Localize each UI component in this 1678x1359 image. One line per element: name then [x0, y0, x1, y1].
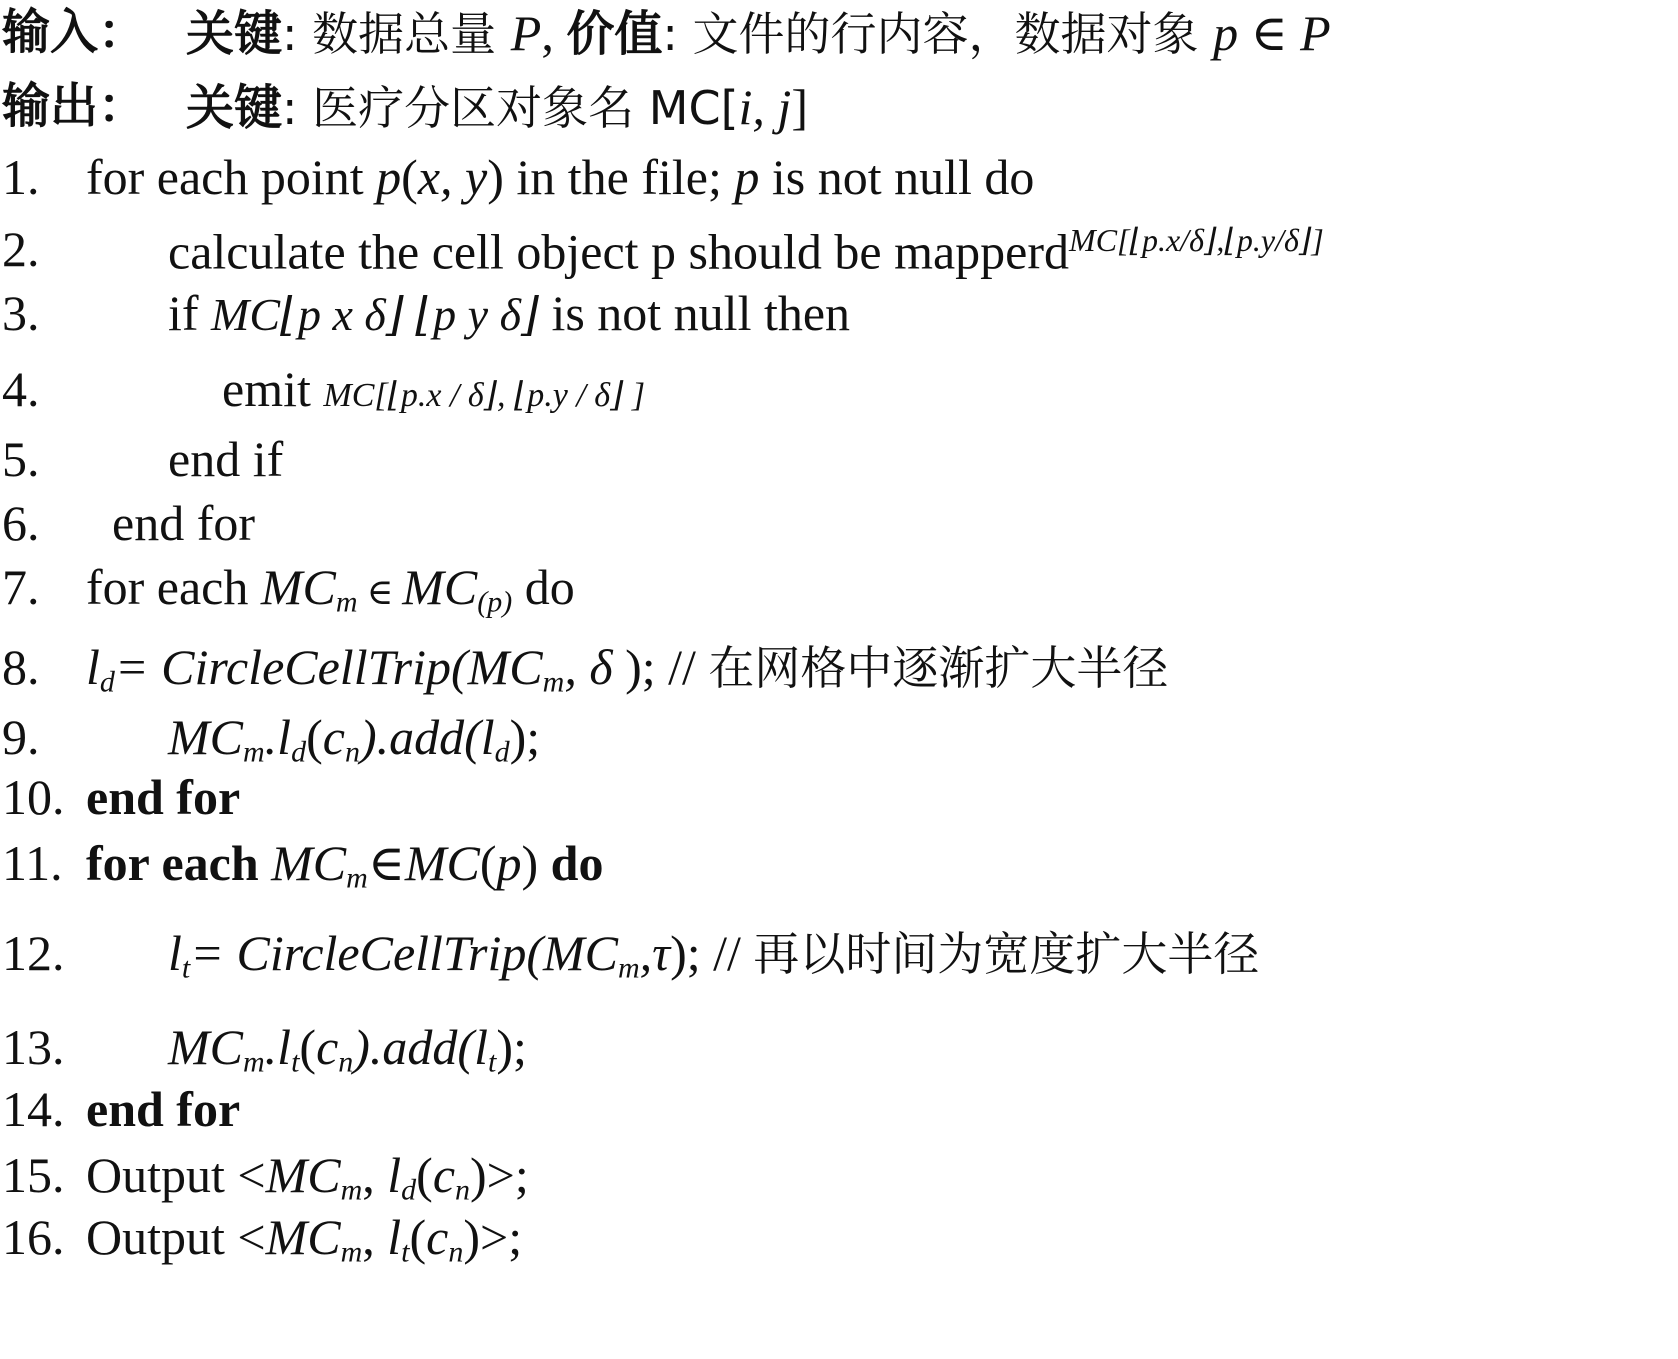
input-key-label: 关键 — [186, 6, 283, 62]
cell-index-expression: MC[⌊p.x / δ⌋, ⌊p.y / δ⌋ ] — [323, 377, 646, 414]
line-text: $l_d=$ $CircleCellTrip(MC_m$, δ ); // 在网格中逐渐扩大半径 — [86, 639, 1169, 699]
cell-index-expression: MC[⌊p.x/δ⌋,⌊p.y/δ⌋] — [1069, 222, 1324, 258]
line-number: 14. — [2, 1081, 65, 1137]
line-number: 3. — [2, 285, 40, 341]
line-number: 12. — [2, 925, 65, 981]
line-number: 4. — [2, 361, 40, 417]
input-key-var: P — [510, 5, 542, 61]
comment-text: 再以时间为宽度扩大半径 — [753, 927, 1260, 981]
line-text: calculate the cell object p should be mapperd$^{MC[⌊p.x/\delta⌋,⌊p.y/\delta⌋]}$ — [168, 222, 1324, 280]
line-number: 13. — [2, 1019, 65, 1075]
line-number: 9. — [2, 709, 40, 765]
value-label: 价值 — [566, 6, 663, 62]
line-number: 6. — [2, 495, 40, 551]
line-text: $MC_m.l_t(c_n).add(l_t)$; — [168, 1019, 527, 1079]
line-text: end for — [112, 495, 255, 551]
line-number: 5. — [2, 431, 40, 487]
line-number: 8. — [2, 639, 40, 695]
input-label: 输入： — [2, 4, 147, 60]
comment-text: 在网格中逐渐扩大半径 — [708, 641, 1169, 695]
line-number: 15. — [2, 1147, 65, 1203]
input-key-text: : 数据总量 — [282, 7, 511, 61]
line-text: end for — [86, 769, 241, 825]
line-text: $l_t=$ $CircleCellTrip(MC_m,\tau)$; // 再以时间为宽度扩大半径 — [168, 925, 1260, 985]
line-text: emit MC[⌊p.x / δ⌋, ⌊p.y / δ⌋ ] — [222, 361, 646, 417]
cell-index-expression: MC⌊p x δ⌋ ⌊p y δ⌋ — [211, 289, 539, 340]
output-label: 输出： — [2, 78, 147, 134]
line-number: 7. — [2, 559, 40, 615]
line-number: 2. — [2, 221, 40, 277]
line-text: for each $MC_m$ ∈ $MC_{(p)}$ do — [86, 559, 575, 619]
line-number: 16. — [2, 1209, 65, 1265]
line-text: $MC_m.l_d(c_n).add(l_d)$; — [168, 709, 541, 769]
line-text: for each $MC_m\in MC(p)$ do — [86, 835, 604, 895]
line-text: Output $<MC_m$, $l_d(c_n)>$; — [86, 1147, 529, 1207]
line-text: if MC⌊p x δ⌋ ⌊p y δ⌋ is not null then — [168, 285, 851, 341]
output-vars: i, j — [738, 79, 792, 135]
output-close: ] — [791, 79, 808, 135]
output-text: : 医疗分区对象名 MC[ — [282, 81, 739, 135]
value-text: : 文件的行内容，数据对象 — [662, 7, 1214, 61]
output-key-label: 关键 — [186, 80, 283, 136]
line-text: end for — [86, 1081, 241, 1137]
value-math: p ∈ P — [1213, 5, 1331, 61]
output-spec — [186, 79, 808, 136]
line-number: 10. — [2, 769, 65, 825]
input-spec — [186, 5, 1331, 62]
line-text: Output $<MC_m$, $l_t(c_n)>$; — [86, 1209, 523, 1269]
input-sep: , — [541, 5, 554, 61]
line-number: 1. — [2, 149, 40, 205]
line-number: 11. — [2, 835, 63, 891]
line-text: end if — [168, 431, 284, 487]
line-text: for each point p(x, y) in the file; p is not null do — [86, 149, 1035, 205]
